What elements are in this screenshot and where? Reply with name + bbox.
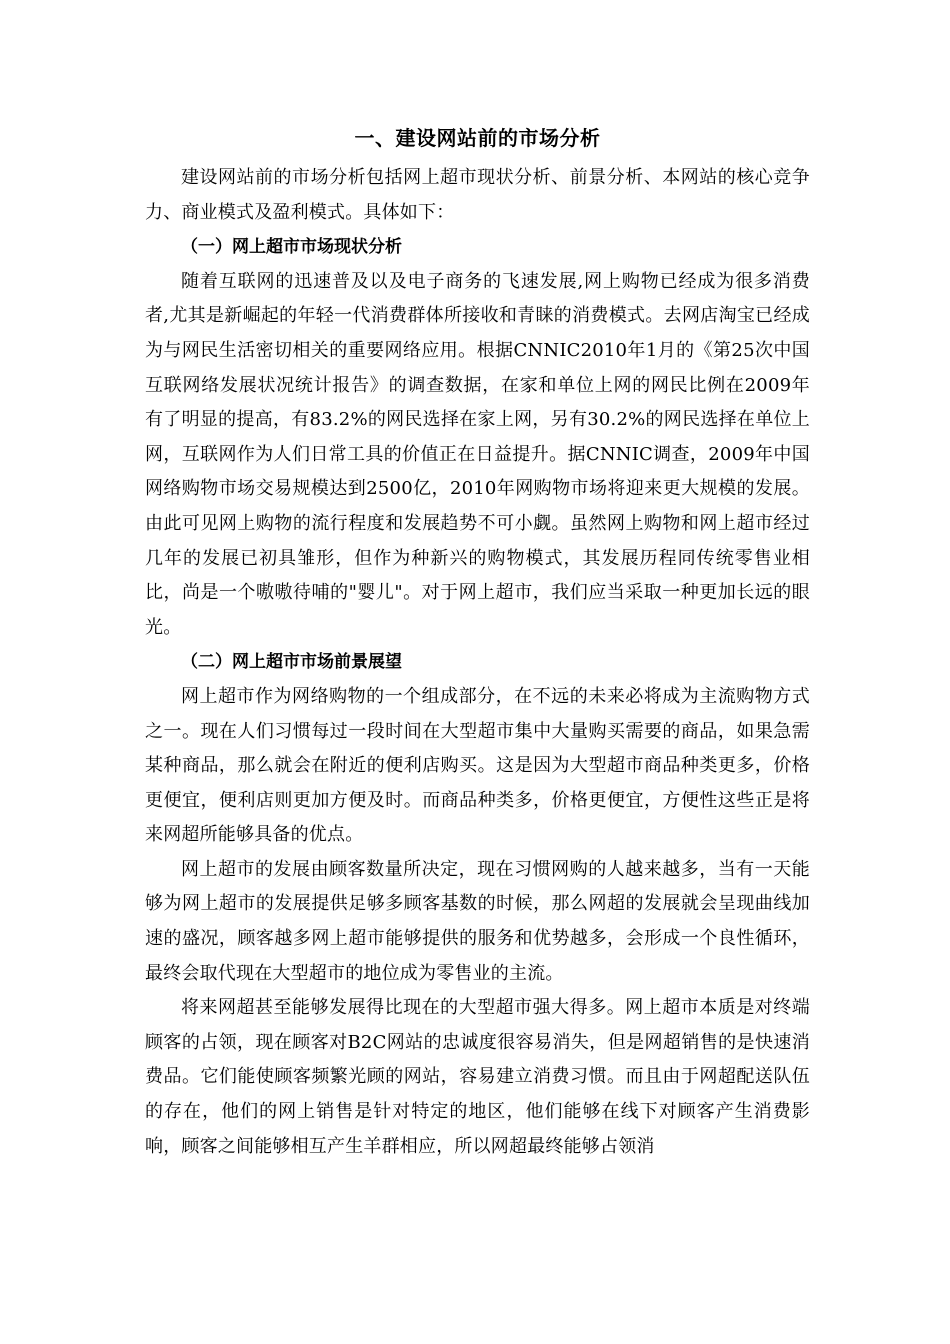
document-body: [145, 121, 810, 1164]
page-title: 一、建设网站前的市场分析: [354, 126, 601, 150]
section-heading-outlook: （二）网上超市市场前景展望: [181, 652, 402, 673]
paragraph: 将来网超甚至能够发展得比现在的大型超市强大得多。网上超市本质是对终端顾客的占领，现在顾客对B2C网站的忠诚度很容易消失，但是网超销售的是快速消费品。它们能使顾客频繁光顾的网站，容易建立消费习惯。而且由于网超配送队伍的存在，他们的网上销售是针对特定的地区，他们能够在线下对顾客产生消费影响，顾客之间能够相互产生羊群相应，所以网超最终能够占领消: [145, 997, 810, 1157]
paragraph: 网上超市作为网络购物的一个组成部分，在不远的未来必将成为主流购物方式之一。现在人们习惯每过一段时间在大型超市集中大量购买需要的商品，如果急需某种商品，那么就会在附近的便利店购买。这是因为大型超市商品种类更多，价格更便宜，便利店则更加方便及时。而商品种类多，价格更便宜，方便性这些正是将来网超所能够具备的优点。: [145, 685, 810, 846]
paragraph: 随着互联网的迅速普及以及电子商务的飞速发展,网上购物已经成为很多消费者,尤其是新崛起的年轻一代消费群体所接收和青睐的消费模式。去网店淘宝已经成为与网民生活密切相关的重要网络应用。根据CNNIC2010年1月的《第25次中国互联网络发展状况统计报告》的调查数据，在家和单位上网的网民比例在2009年有了明显的提高，有83.2%的网民选择在家上网，另有30.2%的网民选择在单位上网，互联网作为人们日常工具的价值正在日益提升。据CNNIC调查，2009年中国网络购物市场交易规模达到2500亿，2010年网购物市场将迎来更大规模的发展。由此可见网上购物的流行程度和发展趋势不可小觑。虽然网上购物和网上超市经过几年的发展已初具雏形，但作为种新兴的购物模式，其发展历程同传统零售业相比，尚是一个嗷嗷待哺的"婴儿"。对于网上超市，我们应当采取一种更加长远的眼光。: [145, 270, 810, 638]
intro-paragraph: 建设网站前的市场分析包括网上超市现状分析、前景分析、本网站的核心竞争力、商业模式及盈利模式。具体如下：: [145, 167, 810, 223]
paragraph: 网上超市的发展由顾客数量所决定，现在习惯网购的人越来越多，当有一天能够为网上超市的发展提供足够多顾客基数的时候，那么网超的发展就会呈现曲线加速的盛况，顾客越多网上超市能够提供的服务和优势越多，会形成一个良性循环，最终会取代现在大型超市的地位成为零售业的主流。: [145, 858, 810, 984]
section-heading-current-status: （一）网上超市市场现状分析: [181, 237, 402, 258]
